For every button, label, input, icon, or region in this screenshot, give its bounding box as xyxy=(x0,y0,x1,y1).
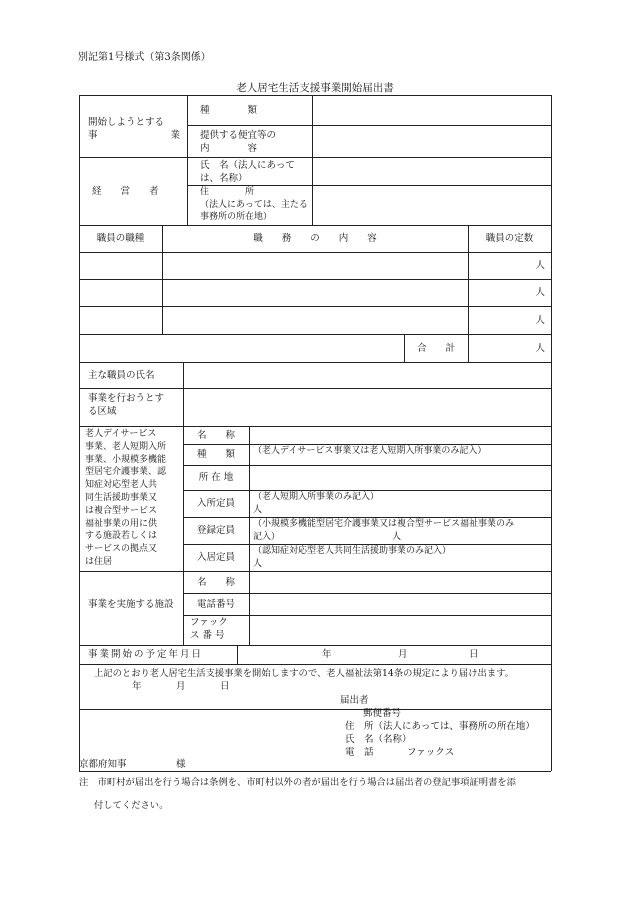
staff-count-header: 職員の定数 xyxy=(485,233,534,244)
staff-duty-header: 職 務 の 内 容 xyxy=(253,233,377,244)
capacity-label: 入所定員 xyxy=(196,498,235,509)
service-content-label: 提供する便宜等の 内 容 xyxy=(200,130,277,154)
declaration-text: 上記のとおり老人居宅生活支援事業を開始しますので、老人福祉法第14条の規定により届け出ます。 xyxy=(94,668,514,679)
total-label: 合 計 xyxy=(416,342,455,354)
start-business-label: 開始しようとする 事 業 xyxy=(88,117,180,141)
operator-label: 経 営 者 xyxy=(92,185,159,197)
staff-row-unit: 人 xyxy=(535,287,545,298)
start-date-day: 日 xyxy=(469,649,479,660)
base-location-label: 所 在 地 xyxy=(198,472,234,483)
staff-row-unit: 人 xyxy=(535,260,545,271)
resident-capacity-label: 入居定員 xyxy=(196,552,235,563)
start-date-label: 事業開始の予定年月日 xyxy=(88,649,204,660)
service-area-label: 事業を行おうとす る区域 xyxy=(88,393,165,417)
footnote-line-2: 付してください。 xyxy=(94,800,169,811)
start-date-month: 月 xyxy=(398,649,408,660)
registered-capacity-note: （小規模多機能型居宅介護事業又は複合型サービス福祉事業のみ 記入） 人 xyxy=(253,519,515,542)
postal-code-label: 郵便番号 xyxy=(363,708,402,719)
total-unit: 人 xyxy=(535,342,545,354)
form-title: 老人居宅生活支援事業開始届出書 xyxy=(236,82,394,94)
notifier-address-label: 住 所（法人にあっては、事務所の所在地） xyxy=(345,721,535,732)
form-header: 別記第1号様式（第3条関係） xyxy=(78,52,211,63)
base-type-label: 種 類 xyxy=(196,449,235,460)
registered-capacity-label: 登録定員 xyxy=(196,525,235,536)
staff-type-header: 職員の職種 xyxy=(96,233,145,244)
operator-address-label: 住 所 （法人にあっては、主たる 事務所の所在地） xyxy=(200,187,308,222)
facility-fax-label: ファック ス 番 号 xyxy=(190,617,228,641)
notifier-fax-label: ファックス xyxy=(407,747,455,758)
base-type-note: （老人デイサービス事業又は老人短期入所事業のみ記入） xyxy=(253,446,487,456)
addressee: 京都府知事 xyxy=(79,759,127,770)
notifier-label: 届出者 xyxy=(340,695,369,706)
resident-capacity-note: （認知症対応型老人共同生活援助事業のみ記入） 人 xyxy=(253,546,452,569)
base-name-label: 名 称 xyxy=(196,429,235,441)
notifier-phone-label: 電 話 xyxy=(345,747,374,758)
start-date-year: 年 xyxy=(322,649,332,660)
main-staff-label: 主な職員の氏名 xyxy=(88,369,155,381)
facility-name-label: 名 称 xyxy=(196,576,235,588)
facility-phone-label: 電話番号 xyxy=(196,598,235,610)
declaration-year: 年 xyxy=(132,681,142,692)
declaration-day: 日 xyxy=(220,681,230,692)
operator-name-label: 氏 名（法人にあって は、名称） xyxy=(200,160,295,184)
declaration-month: 月 xyxy=(176,681,186,692)
notifier-name-label: 氏 名（名称） xyxy=(345,734,412,745)
honorific: 様 xyxy=(176,759,186,770)
staff-row-unit: 人 xyxy=(535,314,545,326)
business-type-label: 種 類 xyxy=(200,104,258,116)
footnote-line-1: 注 市町村が届出を行う場合は条例を、市町村以外の者が届出を行う場合は届出者の登記事項証明書を添 xyxy=(79,777,516,788)
facility-label: 事業を実施する施設 xyxy=(88,598,174,610)
capacity-note: （老人短期入所事業のみ記入） 人 xyxy=(253,492,380,515)
base-label: 老人デイサービス 事業、老人短期入所 事業、小規模多機能 型居宅介護事業、認 知症対応型老人共 同生活援助事業又 は複合型サービス 福祉事業の用に供 する施設若しくは サービスの拠点又 は住居 xyxy=(85,429,167,567)
